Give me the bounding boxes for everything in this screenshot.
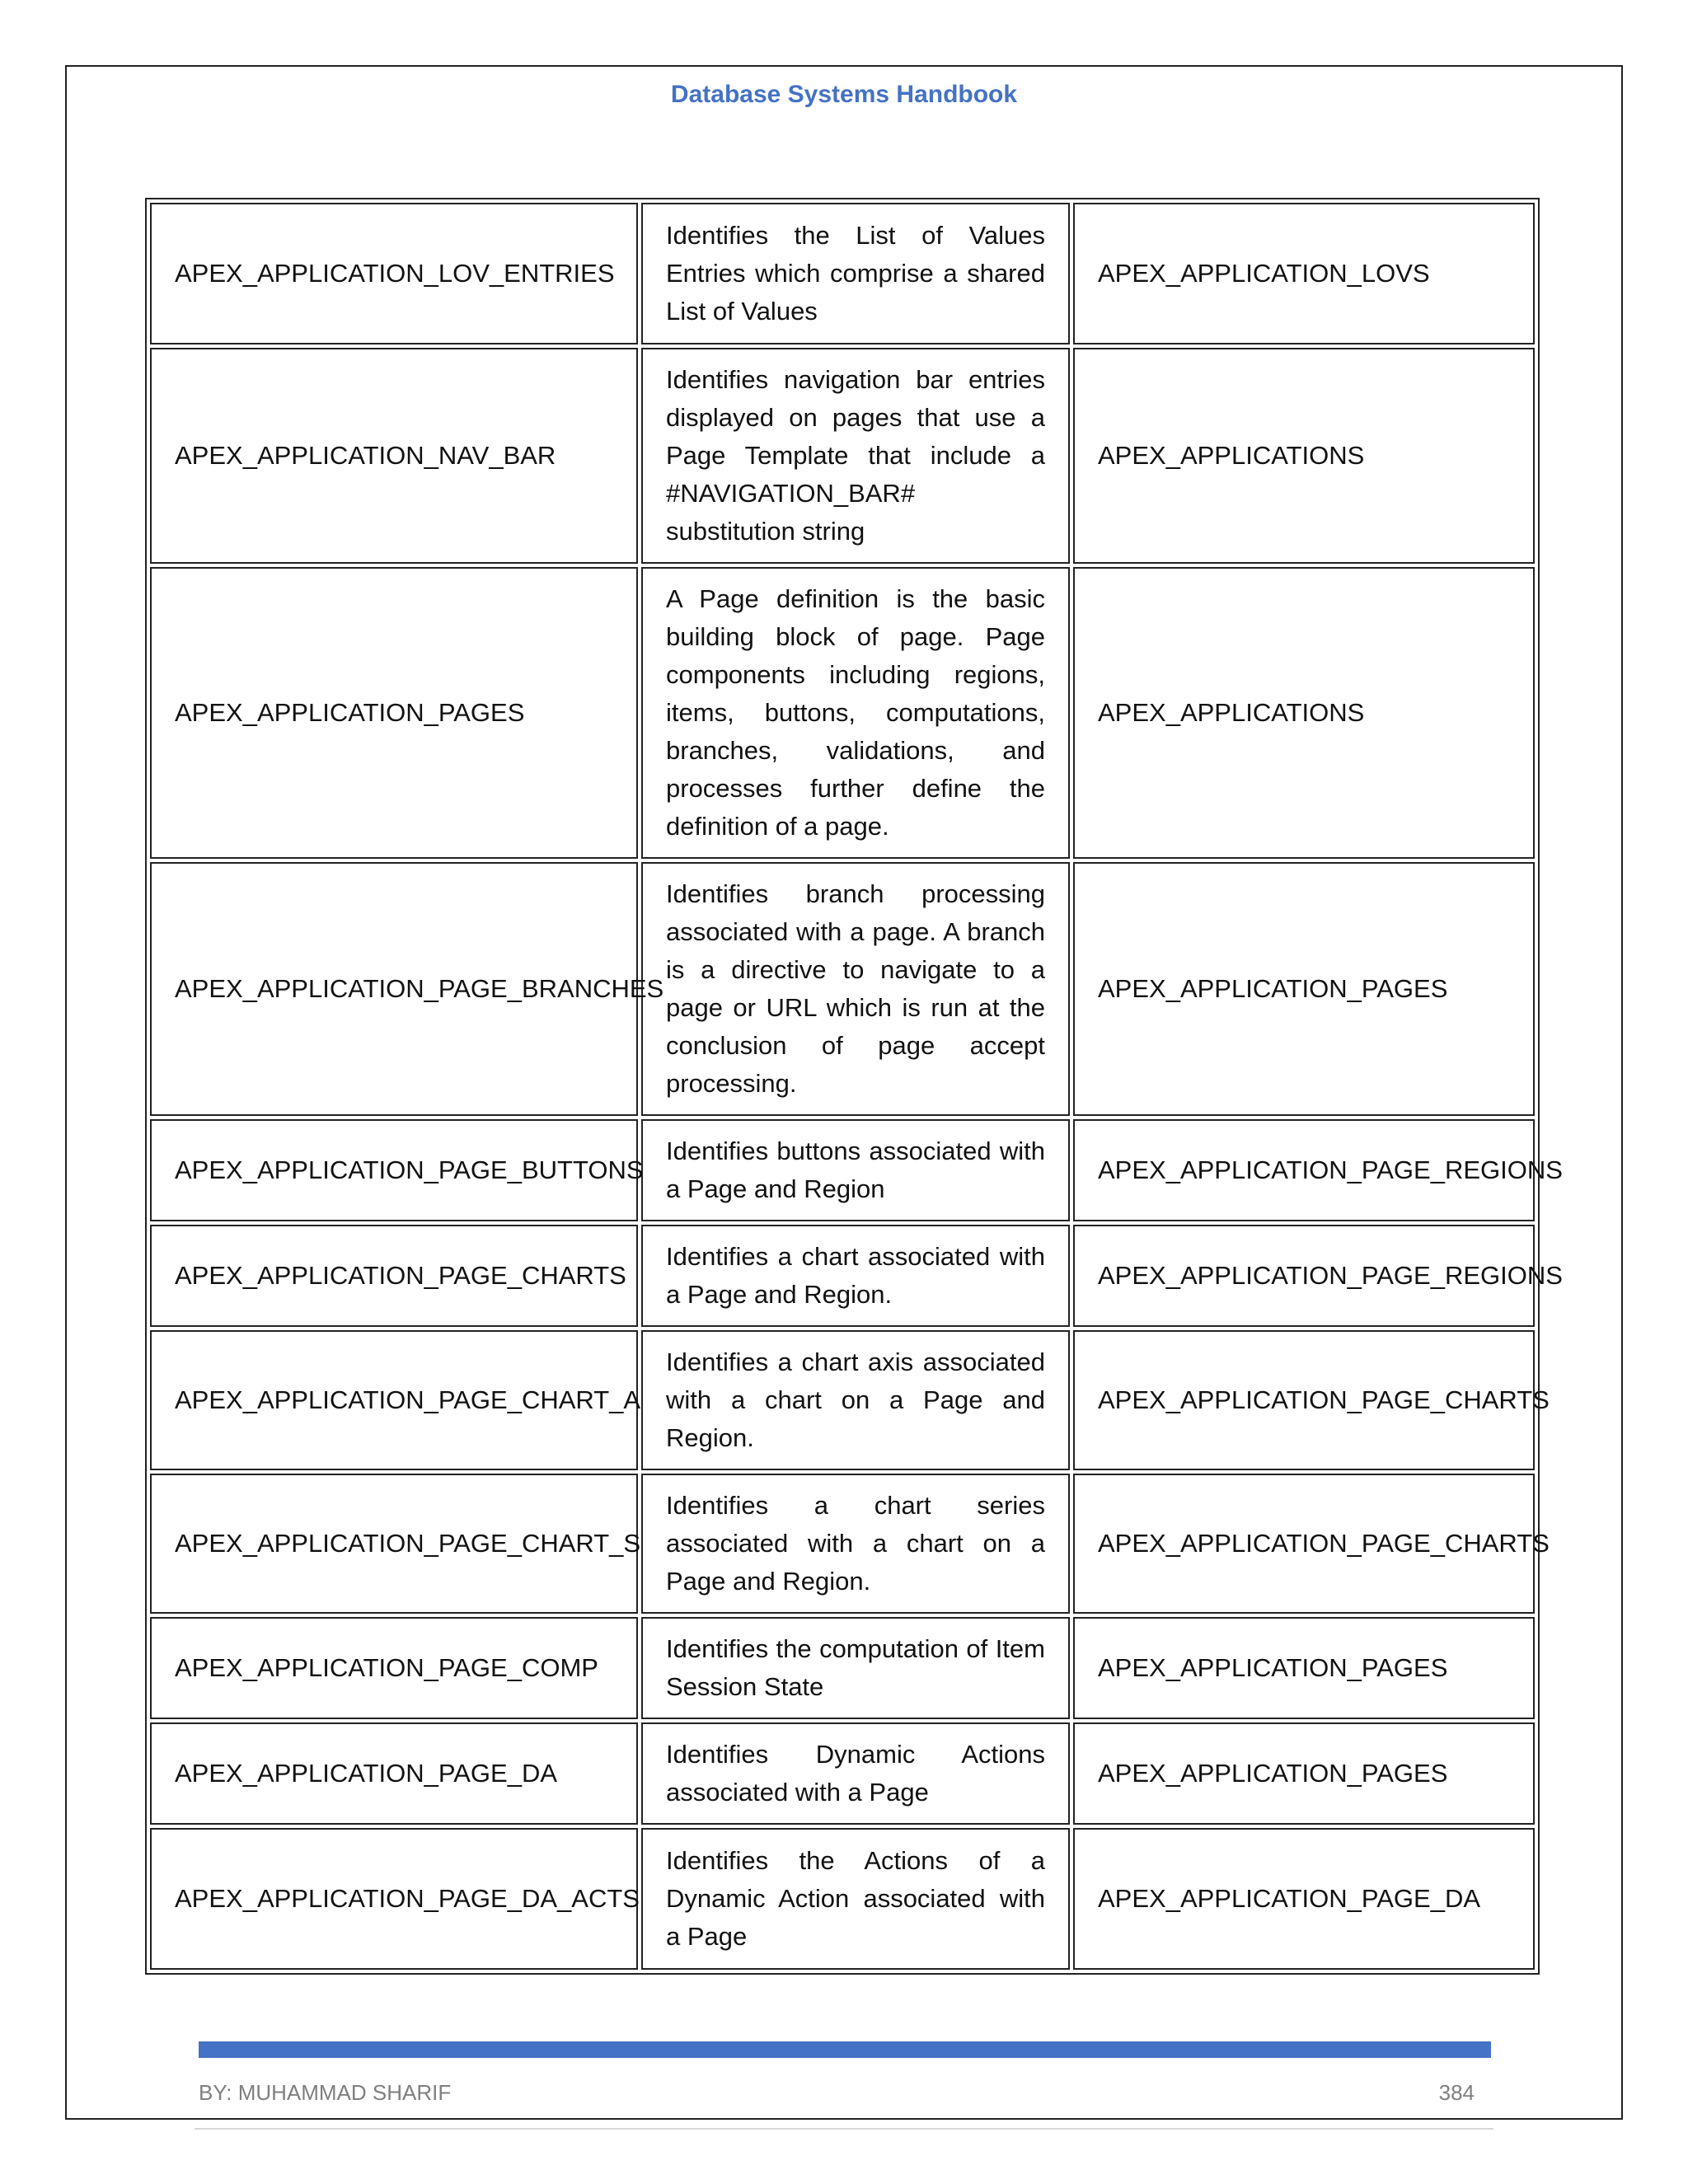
view-description-cell: Identifies a chart associated with a Page and Region.	[641, 1225, 1070, 1327]
table-row	[150, 203, 1535, 344]
view-description-cell: A Page definition is the basic building block of page. Page components including regions, items, buttons, computations, branches, validations, and processes further define the definition of a page.	[641, 567, 1070, 859]
view-description-cell: Identifies the Actions of a Dynamic Action associated with a Page	[641, 1828, 1070, 1970]
table-row	[150, 1225, 1535, 1327]
view-description-cell: Identifies branch processing associated with a page. A branch is a directive to navigate to a page or URL which is run at the conclusion of page accept processing.	[641, 862, 1070, 1116]
page-header-title: Database Systems Handbook	[670, 81, 1018, 108]
table-row	[150, 1617, 1535, 1719]
view-description-cell: Identifies the List of Values Entries which comprise a shared List of Values	[641, 203, 1070, 344]
parent-view-cell: APEX_APPLICATION_LOVS	[1073, 203, 1535, 344]
parent-view-cell: APEX_APPLICATION_PAGES	[1073, 1617, 1535, 1719]
view-name-cell: APEX_APPLICATION_PAGE_CHART_S	[150, 1474, 638, 1614]
parent-view-cell: APEX_APPLICATIONS	[1073, 348, 1535, 564]
table-row	[150, 1828, 1535, 1970]
view-description-cell: Identifies Dynamic Actions associated with a Page	[641, 1722, 1070, 1825]
view-name-cell: APEX_APPLICATION_PAGES	[150, 567, 638, 859]
table-row	[150, 1330, 1535, 1470]
view-name-cell: APEX_APPLICATION_PAGE_BUTTONS	[150, 1119, 638, 1221]
parent-view-cell: APEX_APPLICATION_PAGES	[1073, 862, 1535, 1116]
table-row	[150, 567, 1535, 859]
view-name-cell: APEX_APPLICATION_PAGE_CHART_A	[150, 1330, 638, 1470]
apex-views-table	[145, 198, 1563, 1975]
parent-view-cell: APEX_APPLICATION_PAGE_CHARTS	[1073, 1330, 1535, 1470]
view-name-cell: APEX_APPLICATION_NAV_BAR	[150, 348, 638, 564]
table-row	[150, 1474, 1535, 1614]
parent-view-cell: APEX_APPLICATION_PAGE_REGIONS	[1073, 1119, 1535, 1221]
table-row	[150, 348, 1535, 564]
parent-view-cell: APEX_APPLICATION_PAGE_DA	[1073, 1828, 1535, 1970]
table-body	[150, 203, 1563, 1970]
view-name-cell: APEX_APPLICATION_PAGE_COMP	[150, 1617, 638, 1719]
view-name-cell: APEX_APPLICATION_PAGE_BRANCHES	[150, 862, 638, 1116]
view-description-cell: Identifies the computation of Item Session State	[641, 1617, 1070, 1719]
footer-page-number: 384	[1438, 2080, 1475, 2105]
footer-divider	[195, 2128, 1493, 2130]
footer-author: BY: MUHAMMAD SHARIF	[199, 2080, 452, 2105]
parent-view-cell: APEX_APPLICATION_PAGE_CHARTS	[1073, 1474, 1535, 1614]
view-name-cell: APEX_APPLICATION_LOV_ENTRIES	[150, 203, 638, 344]
view-description-cell: Identifies a chart axis associated with a chart on a Page and Region.	[641, 1330, 1070, 1470]
view-name-cell: APEX_APPLICATION_PAGE_DA	[150, 1722, 638, 1825]
table-row	[150, 1119, 1535, 1221]
table-container	[145, 198, 1563, 1975]
parent-view-cell: APEX_APPLICATION_PAGES	[1073, 1722, 1535, 1825]
footer-accent-bar	[199, 2041, 1491, 2058]
view-description-cell: Identifies a chart series associated with a chart on a Page and Region.	[641, 1474, 1070, 1614]
view-name-cell: APEX_APPLICATION_PAGE_DA_ACTS	[150, 1828, 638, 1970]
parent-view-cell: APEX_APPLICATION_PAGE_REGIONS	[1073, 1225, 1535, 1327]
view-name-cell: APEX_APPLICATION_PAGE_CHARTS	[150, 1225, 638, 1327]
table-row	[150, 862, 1535, 1116]
table-row	[150, 1722, 1535, 1825]
parent-view-cell: APEX_APPLICATIONS	[1073, 567, 1535, 859]
view-description-cell: Identifies buttons associated with a Page and Region	[641, 1119, 1070, 1221]
view-description-cell: Identifies navigation bar entries displayed on pages that use a Page Template that include a #NAVIGATION_BAR# substitution string	[641, 348, 1070, 564]
